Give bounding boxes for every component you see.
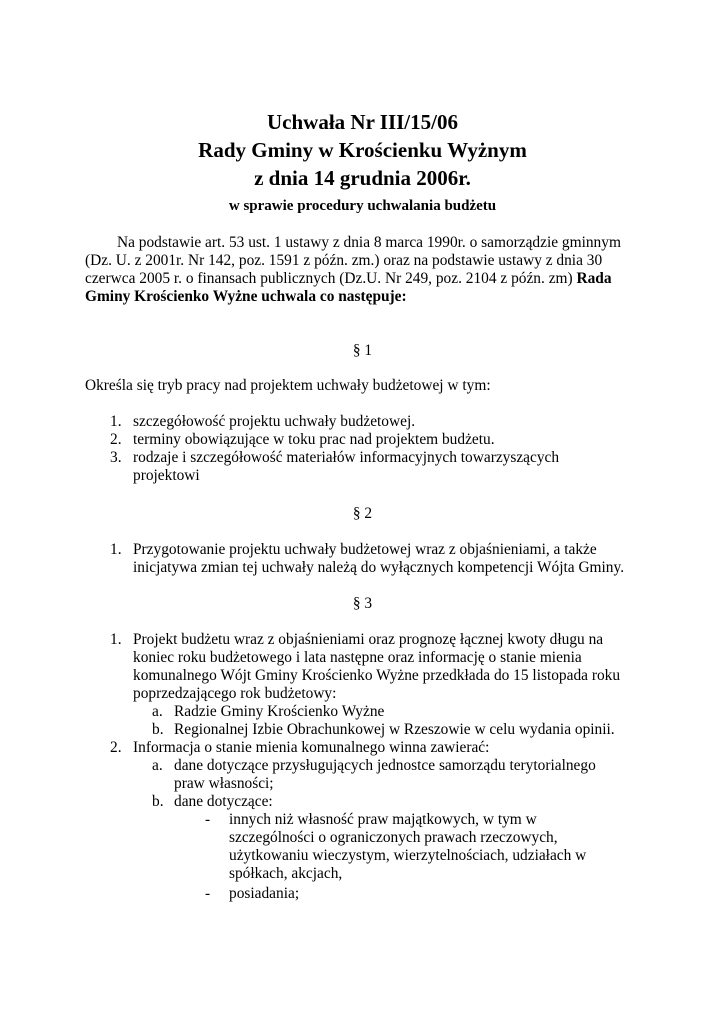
intro-text: Na podstawie art. 53 ust. 1 ustawy z dnia 8 marca 1990r. o samorządzie gminnym (Dz. U. z 2001r. Nr 142, poz. 1591 z późn. zm.) oraz na podstawie ustawy z dnia 30 czerwca 2005 r. o finansach publicznych (Dz.U. Nr 249, poz. 2104 z późn. zm) [85,234,621,287]
list-item-number: 2. [110,431,122,448]
dash-item-continuation: szczególności o ograniczonych prawach rzeczowych, [229,829,558,846]
list-item-continuation: koniec roku budżetowego i lata następne oraz informację o stanie mienia [133,649,582,666]
paragraph-1-heading: § 1 [352,342,373,359]
paragraph-3-heading: § 3 [352,595,373,612]
document-subject: w sprawie procedury uchwalania budżetu [228,198,497,214]
list-item: szczegółowość projektu uchwały budżetowej. [133,413,416,430]
list-item-continuation: komunalnego Wójt Gminy Krościenko Wyżne przedkłada do 15 listopada roku [133,667,621,684]
sub-item-letter: a. [152,703,163,720]
paragraph-2-heading: § 2 [352,505,373,522]
dash-marker: - [205,811,211,828]
list-item-continuation: projektowi [133,467,200,484]
dash-item: posiadania; [229,885,300,902]
sub-item: dane dotyczące: [174,793,273,810]
list-item: terminy obowiązujące w toku prac nad projektem budżetu. [133,431,495,448]
sub-item-letter: b. [152,721,164,738]
list-item-number: 1. [110,541,122,558]
intro-bold: Rada Gminy Krościenko Wyżne uchwala co następuje: [85,270,612,305]
intro-paragraph [85,234,643,306]
list-item-number: 1. [110,631,122,648]
document-title [0,108,725,192]
list-item: rodzaje i szczegółowość materiałów informacyjnych towarzyszących [133,449,560,466]
sub-item: Regionalnej Izbie Obrachunkowej w Rzeszowie w celu wydania opinii. [174,721,615,738]
title-line-1: Uchwała Nr III/15/06 [267,110,458,134]
dash-item-continuation: użytkowaniu wieczystym, wierzytelnościach, udziałach w [229,847,587,864]
paragraph-1-lead: Określa się tryb pracy nad projektem uchwały budżetowej w tym: [85,377,491,394]
list-item: Informacja o stanie mienia komunalnego winna zawierać: [133,739,490,756]
list-item-number: 3. [110,449,122,466]
sub-item-letter: b. [152,793,164,810]
list-item: Przygotowanie projektu uchwały budżetowej wraz z objaśnieniami, a także [133,541,597,558]
dash-marker: - [205,885,211,902]
list-item-continuation: inicjatywa zmian tej uchwały należą do wyłącznych kompetencji Wójta Gminy. [133,559,625,576]
dash-item-continuation: spółkach, akcjach, [229,865,343,882]
sub-item-continuation: praw własności; [174,775,274,792]
title-line-3: z dnia 14 grudnia 2006r. [254,166,471,190]
list-item-continuation: poprzedzającego rok budżetowy: [133,685,337,702]
list-item-number: 2. [110,739,122,756]
title-line-2: Rady Gminy w Krościenku Wyżnym [198,138,527,162]
sub-item: dane dotyczące przysługujących jednostce samorządu terytorialnego [174,757,596,774]
list-item: Projekt budżetu wraz z objaśnieniami oraz prognozę łącznej kwoty długu na [133,631,604,648]
list-item-number: 1. [110,413,122,430]
sub-item: Radzie Gminy Krościenko Wyżne [174,703,385,720]
dash-item: innych niż własność praw majątkowych, w tym w [229,811,537,828]
sub-item-letter: a. [152,757,163,774]
